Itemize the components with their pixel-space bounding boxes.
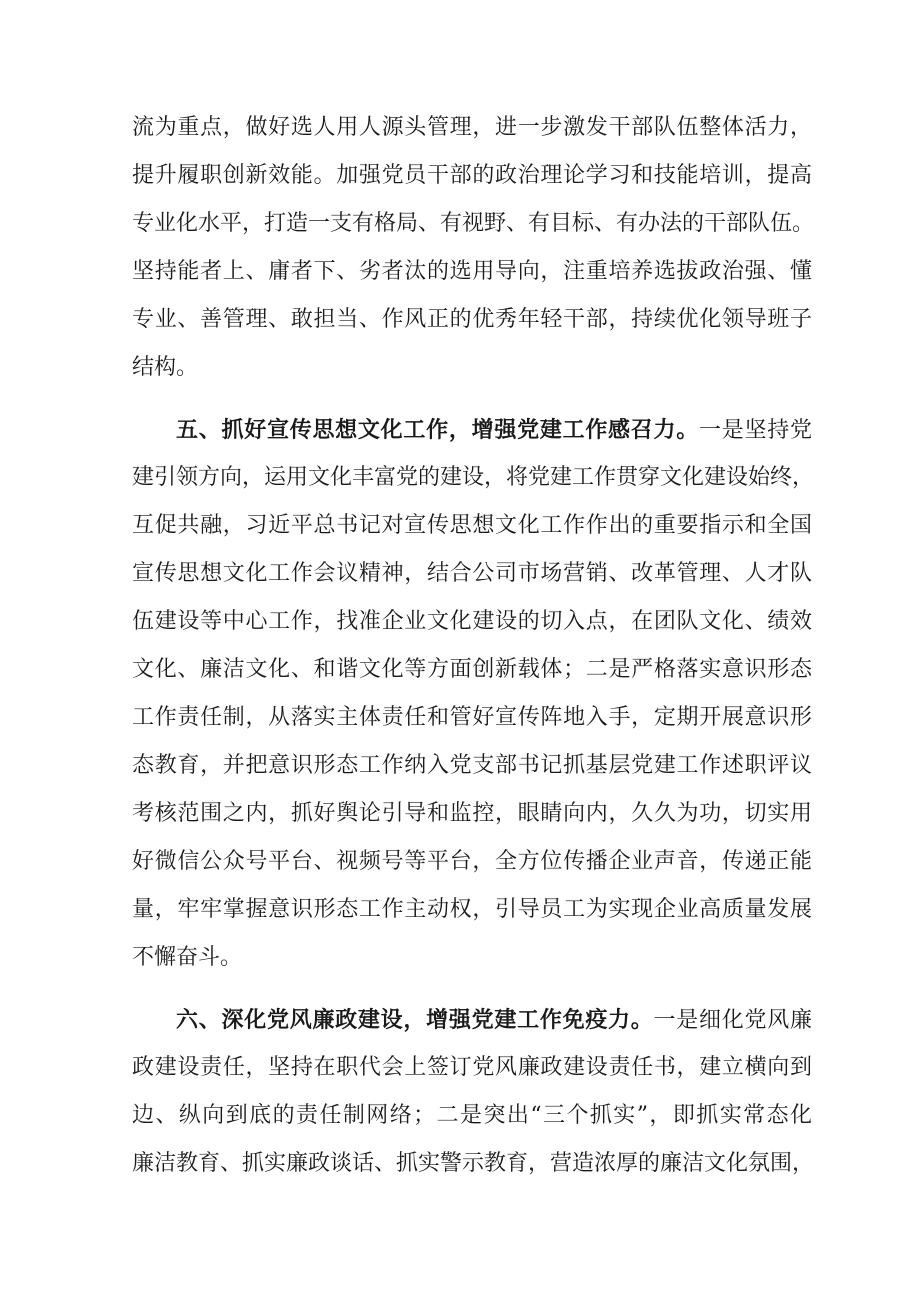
body-line: 考核范围之内，抓好舆论引导和监控，眼睛向内，久久为功，切实用 (132, 801, 812, 826)
body-line: 坚持能者上、庸者下、劣者汰的选用导向，注重培养选拔政治强、懂 (132, 259, 812, 284)
body-line: 廉洁教育、抓实廉政谈话、抓实警示教育，营造浓厚的廉洁文化氛围， (132, 1151, 815, 1176)
section-five-heading: 五、抓好宣传思想文化工作，增强党建工作感召力。 (176, 417, 700, 443)
body-line: 态教育，并把意识形态工作纳入党支部书记抓基层党建工作述职评议 (132, 753, 812, 778)
body-line: 政建设责任，坚持在职代会上签订党风廉政建设责任书，建立横向到 (132, 1055, 812, 1080)
body-line: 提升履职创新效能。加强党员干部的政治理论学习和技能培训，提高 (132, 163, 812, 188)
section-six-heading: 六、深化党风廉政建设，增强党建工作免疫力。 (176, 1007, 654, 1033)
body-line: 宣传思想文化工作会议精神，结合公司市场营销、改革管理、人才队 (132, 561, 812, 586)
body-line: 文化、廉洁文化、和谐文化等方面创新载体；二是严格落实意识形态 (132, 657, 812, 682)
section-six-first-line-rest: 一是细化党风廉 (653, 1008, 812, 1033)
section-five-first-line (176, 410, 812, 450)
body-line: 好微信公众号平台、视频号等平台，全方位传播企业声音，传递正能 (132, 849, 812, 874)
body-line: 结构。 (132, 355, 199, 380)
body-line: 专业化水平，打造一支有格局、有视野、有目标、有办法的干部队伍。 (132, 211, 815, 236)
body-line: 流为重点，做好选人用人源头管理，进一步激发干部队伍整体活力， (132, 115, 812, 140)
section-five-first-line-rest: 一是坚持党 (699, 418, 812, 443)
body-line: 不懈奋斗。 (132, 945, 243, 970)
body-line: 互促共融，习近平总书记对宣传思想文化工作作出的重要指示和全国 (132, 513, 812, 538)
body-line: 边、纵向到底的责任制网络；二是突出“三个抓实”，即抓实常态化 (132, 1103, 812, 1128)
body-line: 工作责任制，从落实主体责任和管好宣传阵地入手，定期开展意识形 (132, 705, 812, 730)
body-line: 量，牢牢掌握意识形态工作主动权，引导员工为实现企业高质量发展 (132, 897, 812, 922)
section-six-first-line (176, 1000, 812, 1040)
body-line: 专业、善管理、敢担当、作风正的优秀年轻干部，持续优化领导班子 (132, 307, 812, 332)
body-line: 建引领方向，运用文化丰富党的建设，将党建工作贯穿文化建设始终， (132, 465, 815, 490)
body-line: 伍建设等中心工作，找准企业文化建设的切入点，在团队文化、绩效 (132, 609, 812, 634)
